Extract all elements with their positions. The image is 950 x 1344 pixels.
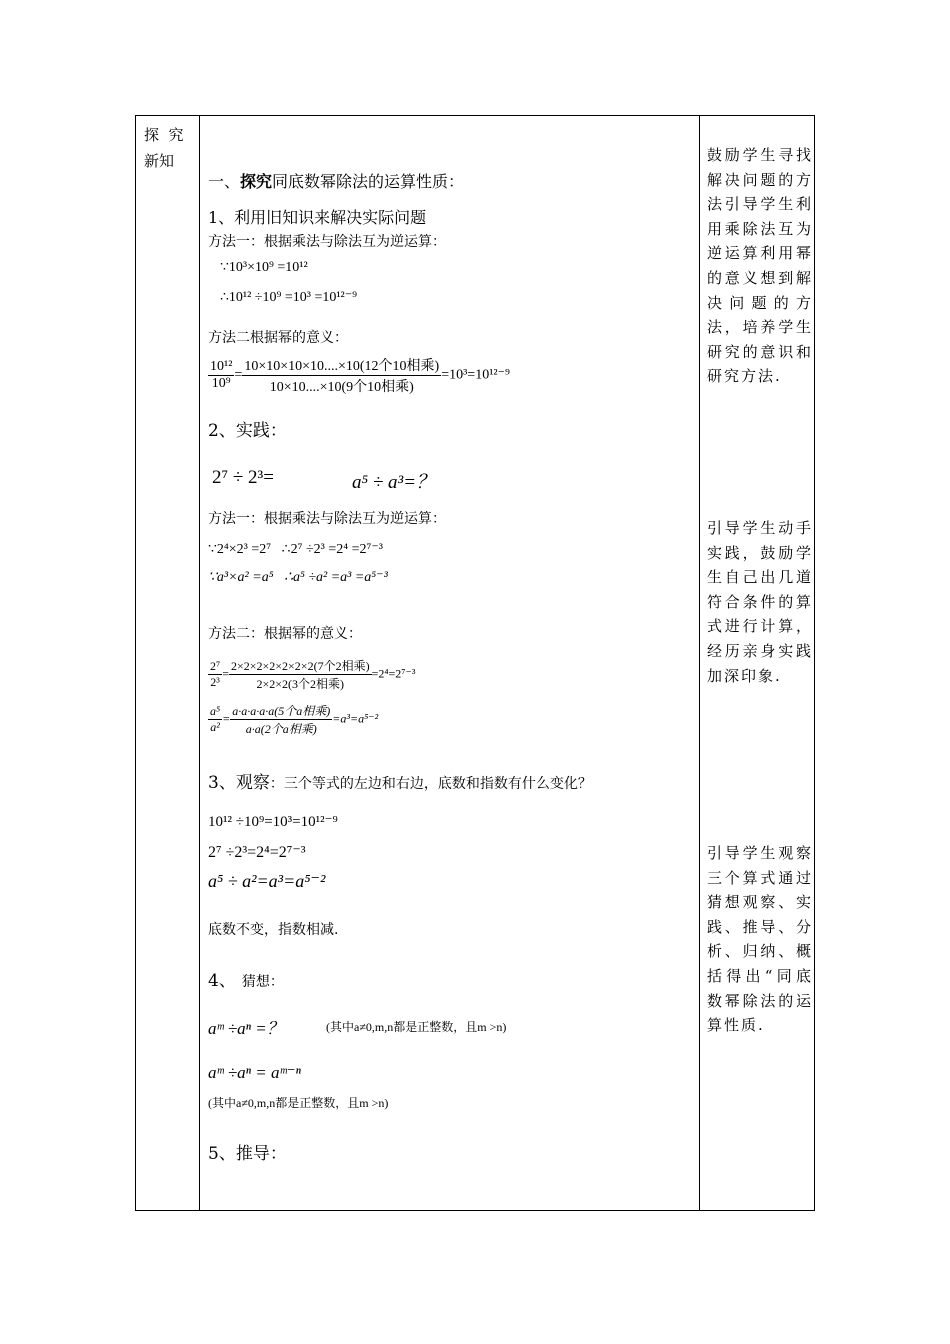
method-2-label: 方法二根据幂的意义： bbox=[208, 330, 348, 346]
section-3-title: 3、观察：三个等式的左边和右边，底数和指数有什么变化？ bbox=[208, 773, 592, 793]
observe-equation-2: 2⁷ ÷2³=2⁴=2⁷⁻³ bbox=[208, 844, 306, 861]
section-1-title: 一、探究同底数幂除法的运算性质： bbox=[208, 172, 465, 191]
rule-condition: (其中a≠0,m,n都是正整数，且m >n) bbox=[208, 1096, 389, 1110]
column-divider-left bbox=[199, 116, 200, 1210]
label-line-1: 探 究 bbox=[144, 126, 184, 144]
observe-equation-1: 10¹² ÷10⁹=10³=10¹²⁻⁹ bbox=[208, 814, 338, 830]
fraction-large: $\frac{\text{10×10×10×10....×10(12个10相乘)}}{\text{10×10....×10(9个10相乘)}}$ bbox=[242, 355, 441, 396]
observe-equation-3: a⁵ ÷ a²=a³=a⁵⁻² bbox=[208, 871, 326, 891]
method-1-label: 方法一：根据乘法与除法互为逆运算： bbox=[208, 234, 446, 250]
section-2-title: 2、实践： bbox=[208, 421, 287, 441]
practice-equation-2: ∵a³×a² =a⁵ ∴a⁵ ÷a² =a³ =a⁵⁻³ bbox=[208, 570, 388, 585]
practice-method-2-label: 方法二：根据幂的意义： bbox=[208, 626, 362, 642]
lesson-table bbox=[135, 115, 815, 1211]
practice-equation-1: ∵2⁴×2³ =2⁷ ∴2⁷ ÷2³ =2⁴ =2⁷⁻³ bbox=[208, 542, 383, 557]
conjecture-equation: aᵐ ÷aⁿ =？ bbox=[208, 1019, 284, 1038]
teaching-note-3: 引导学生观察三个算式通过猜想观察、实践、推导、分析、归纳、概括得出“同底数幂除法的运算性质. bbox=[707, 844, 813, 1035]
teaching-note-2: 引导学生动手实践，鼓励学生自己出几道符合条件的算式进行计算，经历亲身实践加深印象. bbox=[707, 519, 813, 685]
section-1-subtitle: 1、利用旧知识来解决实际问题 bbox=[208, 208, 427, 227]
teaching-note-1: 鼓励学生寻找解决问题的方法引导学生利用乘除法互为逆运算利用幂的意义想到解决问题的方法，培养学生研究的意识和研究方法. bbox=[707, 146, 813, 386]
label-line-2: 新知 bbox=[144, 152, 175, 170]
section-4-title: 4、 猜想： bbox=[208, 971, 284, 991]
fraction-expression-3: $\frac{\text{a⁵}}{\text{a²}}$ = $\frac{\text{a·a·a·a·a(5个a相乘)}}{\text{a·a(2个a相乘)}}$ =a³=a⁵⁻² bbox=[210, 704, 379, 736]
fraction-small: $\frac{\text{10¹²}}{\text{10⁹}}$ bbox=[210, 359, 233, 391]
practice-method-1-label: 方法一：根据乘法与除法互为逆运算： bbox=[208, 511, 446, 527]
equation-2: ∴10¹² ÷10⁹ =10³ =10¹²⁻⁹ bbox=[220, 290, 358, 305]
fraction-expression-2: $\frac{\text{2⁷}}{\text{2³}}$ = $\frac{\text{2×2×2×2×2×2×2(7个2相乘)}}{\text{2×2×2(3个2相乘)}}$ =2⁴=2⁷⁻³ bbox=[210, 659, 416, 691]
fraction-expression-1: $\frac{\text{10¹²}}{\text{10⁹}}$ = $\frac{\text{10×10×10×10....×10(12个10相乘)}}{\text{10×10....×10(9个10相乘)}}$ =10³=10¹²⁻⁹ bbox=[208, 355, 510, 396]
equation-1: ∵10³×10⁹ =10¹² bbox=[220, 260, 308, 275]
section-label bbox=[144, 122, 196, 174]
column-divider-right bbox=[699, 116, 700, 1210]
practice-problem-2: a⁵ ÷ a³=？ bbox=[352, 472, 436, 493]
practice-problem-1: 2⁷ ÷ 2³= bbox=[212, 467, 274, 488]
conjecture-condition: (其中a≠0,m,n都是正整数，且m >n) bbox=[326, 1020, 507, 1034]
observe-conclusion: 底数不变，指数相减. bbox=[208, 922, 339, 938]
section-5-title: 5、推导： bbox=[208, 1144, 287, 1164]
rule-equation: aᵐ ÷aⁿ = aᵐ⁻ⁿ bbox=[208, 1063, 301, 1082]
